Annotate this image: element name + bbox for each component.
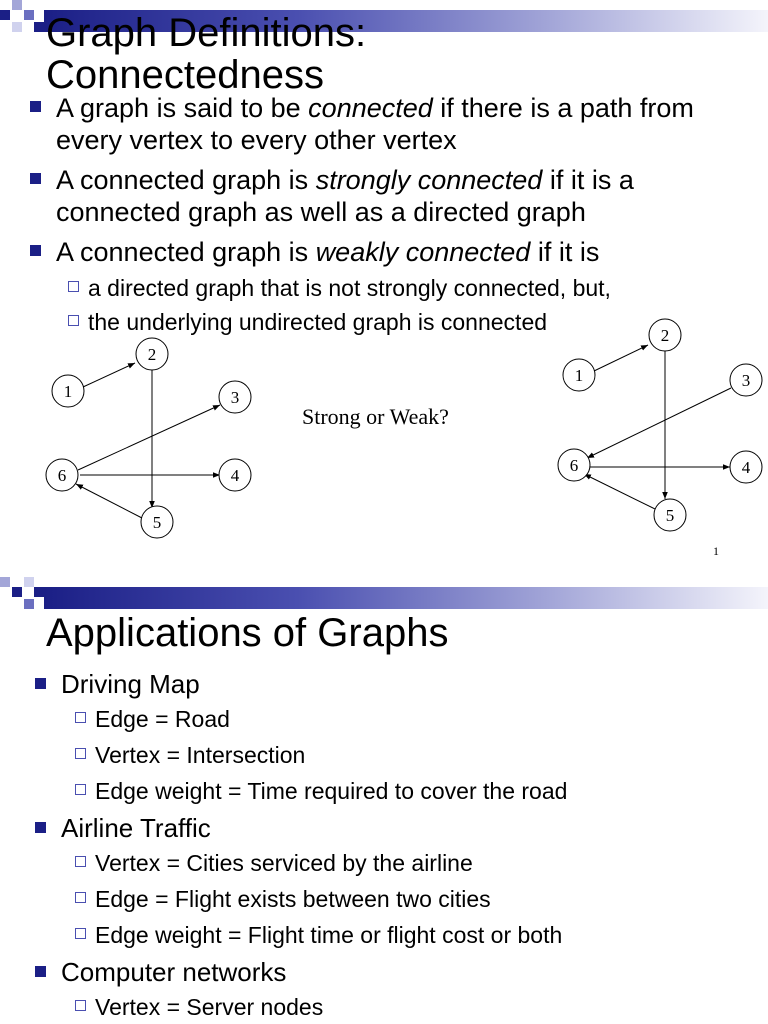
slide-title: Graph Definitions: Connectedness	[46, 11, 367, 97]
node-label: 5	[152, 513, 162, 532]
node-label: 1	[574, 366, 584, 385]
edge-6-3	[78, 405, 220, 470]
definition-connected: A graph is said to be connected if there is a path from every vertex to every other vertex	[30, 92, 730, 156]
application-details	[73, 849, 755, 949]
decor-square	[0, 577, 10, 587]
decor-square	[12, 22, 22, 32]
page-number: 1	[713, 544, 719, 558]
decor-square	[34, 587, 44, 597]
question-text: Strong or Weak?	[302, 404, 449, 429]
detail-item: Vertex = Cities serviced by the airline	[73, 849, 755, 877]
decor-square	[24, 577, 34, 587]
application-item: Driving Map Edge = Road Vertex = Intersection Edge weight = Time required to cover the road	[35, 669, 755, 805]
edge-3-6	[587, 388, 731, 458]
node-label: 4	[741, 458, 751, 477]
definition-list	[30, 92, 730, 343]
detail-item: Edge = Flight exists between two cities	[73, 885, 755, 913]
application-details	[73, 705, 755, 805]
node-label: 6	[569, 456, 579, 475]
left-directed-graph	[0, 330, 280, 550]
node-label: 3	[741, 371, 751, 390]
edge-1-2	[594, 345, 648, 371]
decor-square	[24, 599, 34, 609]
application-item: Airline Traffic Vertex = Cities serviced by the airline Edge = Flight exists between two cities Edge weight = Flight time or flight cost or both	[35, 813, 755, 949]
applications-list	[35, 669, 755, 1024]
decor-square	[0, 10, 10, 20]
edge-1-2	[83, 363, 135, 387]
detail-item: Vertex = Server nodes	[73, 993, 755, 1021]
slide-title: Applications of Graphs	[46, 611, 449, 655]
application-item: Computer networks Vertex = Server nodes	[35, 957, 755, 1021]
edge-5-6	[76, 484, 142, 518]
node-label: 6	[57, 466, 67, 485]
detail-item: Edge weight = Flight time or flight cost or both	[73, 921, 755, 949]
detail-item: Edge weight = Time required to cover the road	[73, 777, 755, 805]
decor-square	[12, 587, 22, 597]
node-label: 2	[660, 326, 670, 345]
detail-item: Edge = Road	[73, 705, 755, 733]
definition-weakly-connected: A connected graph is weakly connected if it is a directed graph that is not strongly connected, but, the underlying undirected graph is connected	[30, 236, 730, 336]
header-gradient-bar	[44, 587, 768, 609]
decor-square	[12, 0, 22, 10]
right-directed-graph	[540, 315, 768, 540]
detail-item: Vertex = Intersection	[73, 741, 755, 769]
edge-5-6	[584, 474, 655, 509]
decor-square	[24, 10, 34, 20]
condition-item: a directed graph that is not strongly connected, but,	[66, 274, 730, 302]
slide-applications	[0, 575, 768, 1024]
node-label: 5	[665, 506, 675, 525]
condition-item: the underlying undirected graph is connected	[66, 308, 730, 336]
definition-strongly-connected: A connected graph is strongly connected if it is a connected graph as well as a directed graph	[30, 164, 730, 228]
node-label: 3	[230, 388, 240, 407]
node-label: 4	[230, 466, 240, 485]
application-details	[73, 993, 755, 1021]
node-label: 1	[63, 382, 73, 401]
node-label: 2	[147, 345, 157, 364]
decor-square	[34, 22, 44, 32]
